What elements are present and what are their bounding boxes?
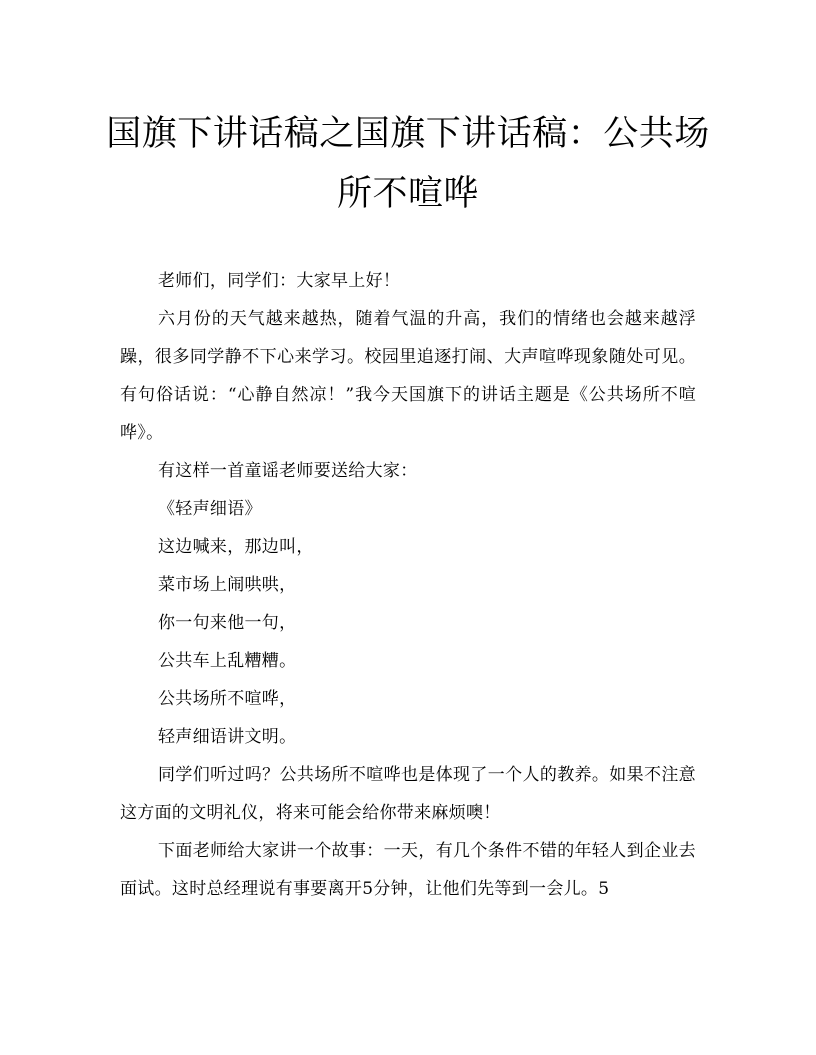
- paragraph-greeting: 老师们，同学们：大家早上好！: [158, 271, 401, 291]
- poem-line: 公共车上乱糟糟。: [158, 651, 297, 671]
- paragraph-intro: 六月份的天气越来越热，随着气温的升高，我们的情绪也会越来越浮躁，很多同学静不下心来学习。校园里追逐打闹、大声喧哗现象随处可见。有句俗话说：“心静自然凉！”我今天国旗下的讲话主题是《公共场所不喧哗》。: [120, 309, 696, 443]
- poem-title: 《轻声细语》: [158, 499, 262, 519]
- document-title: 国旗下讲话稿之国旗下讲话稿：公共场所不喧哗: [106, 114, 710, 214]
- paragraph-nursery-rhyme-intro: 有这样一首童谣老师要送给大家：: [158, 461, 418, 481]
- poem-line: 轻声细语讲文明。: [158, 727, 297, 747]
- poem-line: 菜市场上闹哄哄，: [158, 575, 297, 595]
- paragraph-etiquette: 同学们听过吗？公共场所不喧哗也是体现了一个人的教养。如果不注意这方面的文明礼仪，将来可能会给你带来麻烦噢！: [120, 765, 696, 823]
- poem-line: 公共场所不喧哗，: [158, 689, 297, 709]
- poem-line: 你一句来他一句，: [158, 613, 297, 633]
- document-body: [120, 262, 696, 908]
- paragraph-story: 下面老师给大家讲一个故事：一天，有几个条件不错的年轻人到企业去面试。这时总经理说有事要离开5分钟，让他们先等到一会儿。5: [120, 841, 696, 899]
- poem-line: 这边喊来，那边叫，: [158, 537, 314, 557]
